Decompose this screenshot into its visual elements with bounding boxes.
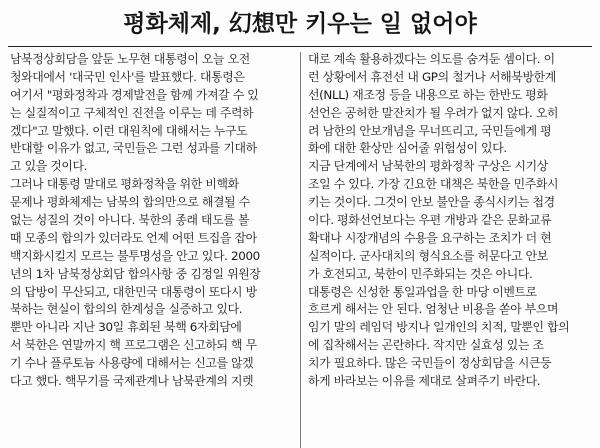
text-line: 가 호전되고, 북한이 민주화되는 것은 아니다.: [308, 266, 533, 281]
text-line: 화에 대한 환상만 심어줄 위험성이 있다.: [308, 141, 507, 156]
text-line: 선(NLL) 재조정 등을 내용으로 하는 한반도 평화: [308, 87, 548, 102]
text-line: 문제나 평화체제는 남북의 합의만으로 해결될 수: [10, 195, 250, 210]
right-column: [308, 51, 592, 391]
text-line: 기 수나 플루토늄 사용량에 대해서는 신고를 않겠: [10, 356, 254, 371]
text-line: 청와대에서 '대국민 인사'를 발표했다. 대통령은: [10, 69, 245, 84]
text-line: 확대나 시장개념의 수용을 요구하는 조치가 더 현: [308, 230, 552, 245]
text-line: 겠다"고 말했다. 이런 대원칙에 대해서는 누구도: [10, 123, 248, 138]
text-line: 흐르게 해서는 안 된다. 엄청난 비용을 쏟아 부으며: [308, 302, 559, 317]
text-line: 뿐만 아니라 지난 30일 휴회된 북핵 6자회담에: [10, 320, 242, 335]
text-line: 고 있을 것이다.: [10, 159, 88, 174]
text-line: 조일 수 있다. 가장 긴요한 대책은 북한을 민주화시: [308, 177, 559, 192]
text-line: 는 실질적이고 구체적인 진전을 이루는 데 주력하: [10, 105, 254, 120]
left-column: [10, 51, 294, 391]
headline-rule: [8, 46, 592, 47]
text-line: 선언은 공허한 말잔치가 될 우려가 없지 않다. 오히: [308, 105, 559, 120]
text-line: 런 상황에서 휴전선 내 GP의 철거나 서해북방한계: [308, 69, 556, 84]
text-line: 없는 성질의 것이 아니다. 북한의 종래 태도를 볼: [10, 213, 250, 228]
text-line: 대통령은 신성한 통일과업을 한 마당 이벤트로: [308, 284, 537, 299]
text-line: 이다. 평화선언보다는 우편 개방과 같은 문화교류: [308, 213, 552, 228]
text-line: 지금 단계에서 남북한의 평화정착 구상은 시기상: [308, 159, 548, 174]
text-line: 여기서 "평화정착과 경제발전을 함께 가져갈 수 있: [10, 87, 259, 102]
text-line: 임기 말의 레임덕 방지나 일개인의 치적, 말뿐인 합의: [308, 320, 570, 335]
text-line: 하게 바라보는 이유를 제대로 살펴주기 바란다.: [308, 374, 541, 389]
text-line: 남북정상회담을 앞둔 노무현 대통령이 오늘 오전: [10, 52, 250, 66]
text-line: 그러나 대통령 말대로 평화정착을 위한 비핵화: [10, 177, 239, 192]
text-line: 북하는 현실이 합의의 한계성을 실증하고 있다.: [10, 302, 243, 317]
text-line: 의 답방이 무산되고, 대한민국 대통령이 또다시 방: [10, 284, 257, 299]
text-line: 다고 했다. 핵무기를 국제관계나 남북관계의 지렛: [10, 374, 254, 389]
text-line: 서 북한은 연말까지 핵 프로그램은 신고하되 핵 무: [10, 338, 257, 353]
text-line: 백지화시킬지 모르는 불투명성을 안고 있다. 2000: [10, 248, 260, 263]
text-line: 려 남한의 안보개념을 무너뜨리고, 국민들에게 평: [308, 123, 552, 138]
column-divider: [300, 52, 301, 448]
text-line: 실적이다. 군사대치의 형식요소를 허문다고 안보: [308, 248, 548, 263]
text-line: 치가 필요하다. 많은 국민들이 정상회담을 시큰둥: [308, 356, 552, 371]
text-line: 키는 것이다. 그것이 안보 불안을 종식시키는 첩경: [308, 195, 555, 210]
text-line: 에 집착해서는 곤란하다. 작지만 실효성 있는 조: [308, 338, 544, 353]
editorial-headline: 평화체제, 幻想만 키우는 일 없어야: [123, 11, 477, 37]
text-line: 대로 계속 활용하겠다는 의도를 숨겨둔 셈이다. 이: [308, 52, 555, 66]
text-line: 때 모종의 합의가 있더라도 언제 어떤 트집을 잡아: [10, 230, 257, 245]
text-line: 년의 1차 남북정상회담 합의사항 중 김정일 위원장: [10, 266, 261, 281]
text-line: 반대할 이유가 없고, 국민들은 그런 성과를 기대하: [10, 141, 257, 156]
